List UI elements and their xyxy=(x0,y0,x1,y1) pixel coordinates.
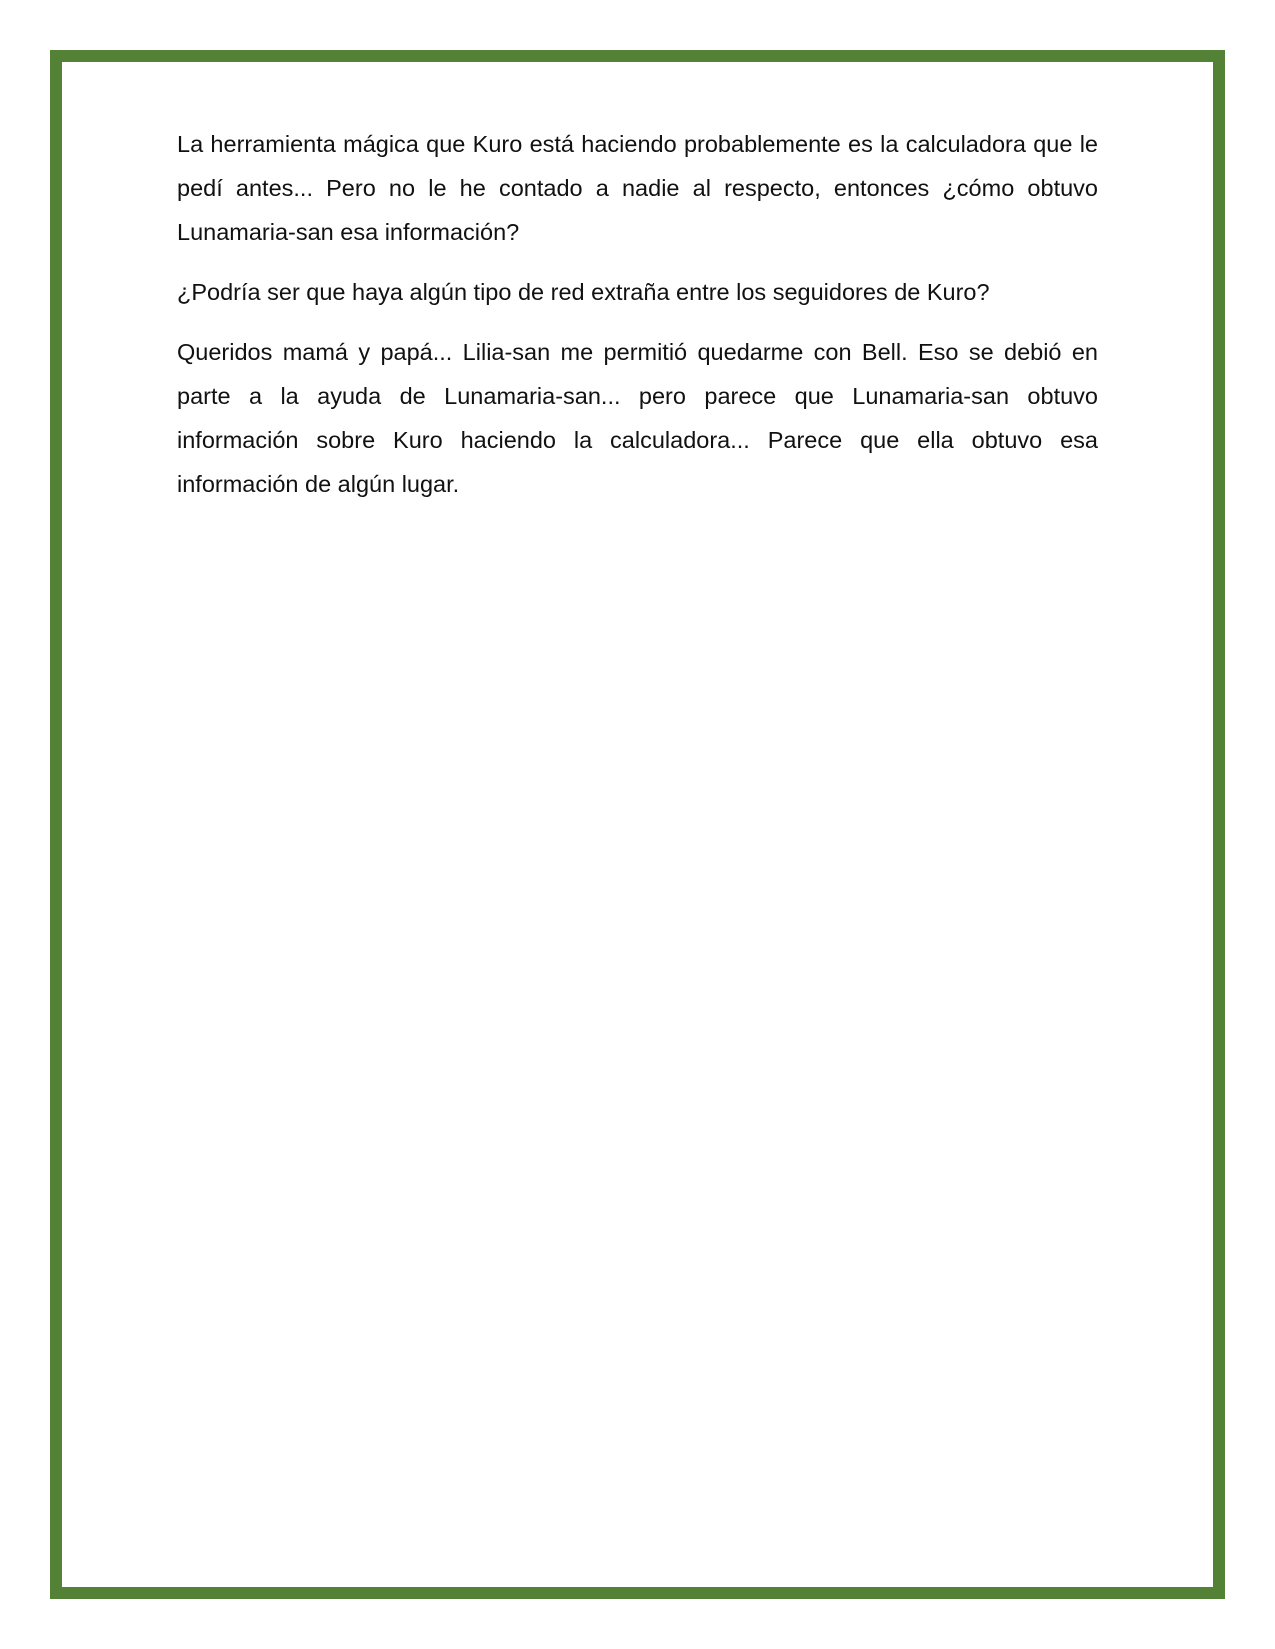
paragraph-3: Queridos mamá y papá... Lilia-san me permitió quedarme con Bell. Eso se debió en parte a la ayuda de Lunamaria-san... pero parece que Lunamaria-san obtuvo información sobre Kuro haciendo la calculadora... Parece que ella obtuvo esa información de algún lugar. xyxy=(177,339,1098,497)
document-body xyxy=(177,122,1098,522)
paragraph-1: La herramienta mágica que Kuro está haciendo probablemente es la calculadora que le pedí antes... Pero no le he contado a nadie al respecto, entonces ¿cómo obtuvo Lunamaria-san esa información? xyxy=(177,131,1098,245)
paragraph-2: ¿Podría ser que haya algún tipo de red extraña entre los seguidores de Kuro? xyxy=(177,279,990,305)
